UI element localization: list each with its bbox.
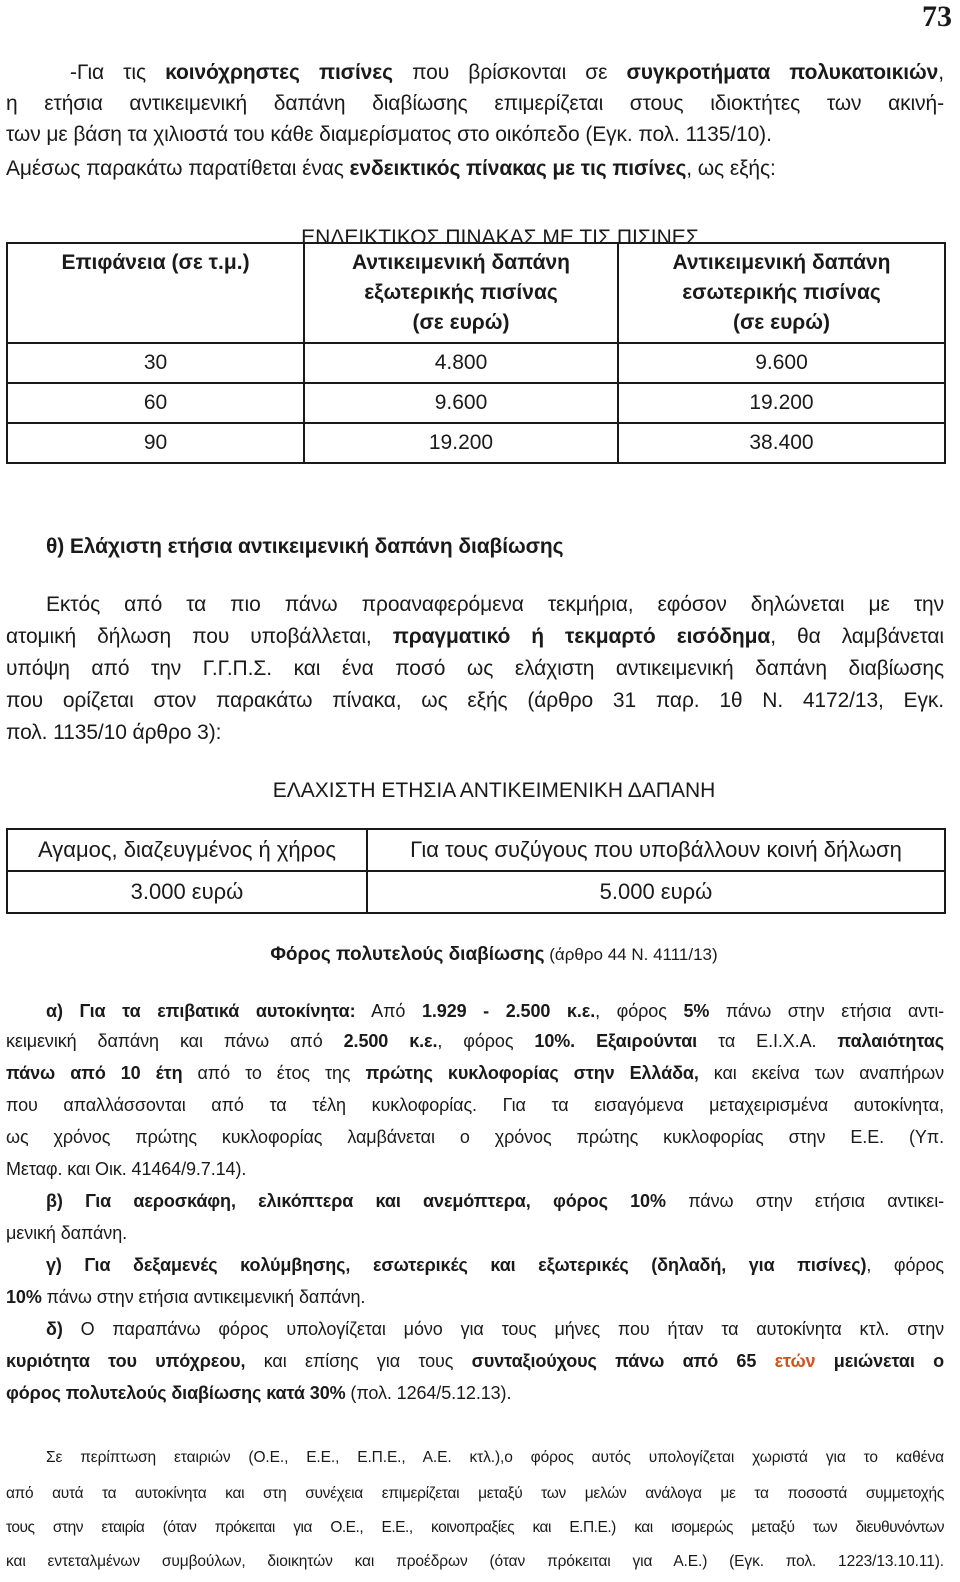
min-table-caption: ΕΛΑΧΙΣΤΗ ΕΤΗΣΙΑ ΑΝΤΙΚΕΙΜΕΝΙΚΗ ΔΑΠΑΝΗ (272, 779, 716, 802)
cell-couple-value: 5.000 ευρώ (367, 871, 945, 913)
table-row (7, 871, 945, 913)
luxury-a-line-4: που απαλλάσσονται από τα τέλη κυκλοφορίας. Για τα εισαγόμενα μεταχειρισμένα αυτοκίνητα, (6, 1095, 944, 1115)
intro-line-4: Αμέσως παρακάτω παρατίθεται ένας ενδεικτικός πίνακας με τις πισίνες, ως εξής: (6, 157, 776, 180)
cell-internal: 38.400 (618, 423, 945, 463)
luxury-c-line-2: 10% πάνω στην ετήσια αντικειμενική δαπάνη. (6, 1287, 366, 1307)
luxury-b-line-2: μενική δαπάνη. (6, 1223, 128, 1243)
page-number: 73 (922, 0, 952, 33)
intro-line-3: των με βάση τα χιλιοστά του κάθε διαμερίσματος στο οικόπεδο (Εγκ. πολ. 1135/10). (6, 123, 772, 146)
luxury-c-line-1: γ) Για δεξαμενές κολύμβησης, εσωτερικές και εξωτερικές (δηλαδή, για πισίνες), φόρος (46, 1255, 944, 1275)
luxury-a-line-6: Μεταφ. και Οικ. 41464/9.7.14). (6, 1159, 247, 1179)
cell-internal: 19.200 (618, 383, 945, 423)
theta-line-4: που ορίζεται στον παρακάτω πίνακα, ως εξής (άρθρο 31 παρ. 1θ Ν. 4172/13, Εγκ. (6, 689, 944, 712)
cell-external: 19.200 (304, 423, 618, 463)
pool-table (6, 242, 946, 464)
intro-line-2: η ετήσια αντικειμενική δαπάνη διαβίωσης επιμερίζεται στους ιδιοκτήτες των ακινή- (6, 92, 944, 115)
intro-line-1: -Για τις κοινόχρηστες πισίνες που βρίσκονται σε συγκροτήματα πολυκατοικιών, (70, 61, 944, 84)
cell-external: 9.600 (304, 383, 618, 423)
header-external: Αντικειμενική δαπάνη εξωτερικής πισίνας (σε ευρώ) (304, 243, 618, 343)
table-row (7, 343, 945, 383)
cell-area: 30 (7, 343, 304, 383)
footnote-line-4: και εντεταλμένων συμβούλων, διοικητών και προέδρων (όταν πρόκειται για Α.Ε.) (Εγκ. πολ. 1223/13.10.11). (6, 1553, 944, 1570)
luxury-a-line-2: κειμενική δαπάνη και πάνω από 2.500 κ.ε., φόρος 10%. Εξαιρούνται τα Ε.Ι.Χ.Α. παλαιότητας (6, 1031, 944, 1051)
min-expense-table (6, 828, 946, 914)
luxury-a-line-3: πάνω από 10 έτη από το έτος της πρώτης κυκλοφορίας στην Ελλάδα, και εκείνα των αναπήρων (6, 1063, 944, 1083)
footnote-line-3: τους στην εταιρία (όταν πρόκειται για Ο.Ε., Ε.Ε., κοινοπραξίες και Ε.Π.Ε.) και ισομερώς μεταξύ των διευθυνόντων (6, 1519, 944, 1536)
luxury-d-line-1: δ) Ο παραπάνω φόρος υπολογίζεται μόνο για τους μήνες που ήταν τα αυτοκίνητα κτλ. στην (46, 1319, 944, 1339)
cell-area: 60 (7, 383, 304, 423)
cell-couple-header: Για τους συζύγους που υποβάλλουν κοινή δήλωση (367, 829, 945, 871)
cell-internal: 9.600 (618, 343, 945, 383)
luxury-a-line-5: ως χρόνος πρώτης κυκλοφορίας λαμβάνεται ο χρόνος πρώτης κυκλοφορίας στην Ε.Ε. (Υπ. (6, 1127, 944, 1147)
header-internal: Αντικειμενική δαπάνη εσωτερικής πισίνας (σε ευρώ) (618, 243, 945, 343)
theta-line-5: πολ. 1135/10 άρθρο 3): (6, 721, 222, 744)
cell-area: 90 (7, 423, 304, 463)
cell-single-header: Αγαμος, διαζευγμένος ή χήρος (7, 829, 367, 871)
table-row (7, 383, 945, 423)
pool-table-caption: ΕΝΔΕΙΚΤΙΚΟΣ ΠΙΝΑΚΑΣ ΜΕ ΤΙΣ ΠΙΣΙΝΕΣ (301, 226, 699, 249)
pool-table-header (7, 243, 945, 343)
footnote-line-1: Σε περίπτωση εταιριών (Ο.Ε., Ε.Ε., Ε.Π.Ε., Α.Ε. κτλ.),ο φόρος αυτός υπολογίζεται χωριστά για το καθένα (46, 1449, 944, 1466)
theta-line-2: ατομική δήλωση που υποβάλλεται, πραγματικό ή τεκμαρτό εισόδημα, θα λαμβάνεται (6, 625, 944, 648)
footnote-line-2: από αυτά τα αυτοκίνητα και στη συνέχεια επιμερίζεται μεταξύ των μελών ανάλογα με τα ποσοστά συμμετοχής (6, 1485, 944, 1502)
theta-line-1: Εκτός από τα πιο πάνω προαναφερόμενα τεκμήρια, εφόσον δηλώνεται με την (46, 593, 944, 616)
luxury-b-line-1: β) Για αεροσκάφη, ελικόπτερα και ανεμόπτερα, φόρος 10% πάνω στην ετήσια αντικει- (46, 1191, 944, 1211)
theta-line-3: υπόψη από την Γ.Γ.Π.Σ. και ένα ποσό ως ελάχιστη αντικειμενική δαπάνη διαβίωσης (6, 657, 944, 680)
section-theta-heading: θ) Ελάχιστη ετήσια αντικειμενική δαπάνη διαβίωσης (46, 535, 564, 558)
luxury-a-line-1: α) Για τα επιβατικά αυτοκίνητα: Από 1.929 - 2.500 κ.ε., φόρος 5% πάνω στην ετήσια αντι- (46, 1001, 945, 1021)
cell-external: 4.800 (304, 343, 618, 383)
header-area: Επιφάνεια (σε τ.μ.) (7, 243, 304, 343)
cell-single-value: 3.000 ευρώ (7, 871, 367, 913)
table-row (7, 423, 945, 463)
luxury-d-line-3: φόρος πολυτελούς διαβίωσης κατά 30% (πολ. 1264/5.12.13). (6, 1383, 512, 1403)
luxury-d-line-2: κυριότητα του υπόχρεου, και επίσης για τους συνταξιούχους πάνω από 65 ετών μειώνεται ο (6, 1351, 945, 1371)
luxury-title: Φόρος πολυτελούς διαβίωσης (άρθρο 44 Ν. 4111/13) (270, 944, 718, 965)
table-row (7, 829, 945, 871)
